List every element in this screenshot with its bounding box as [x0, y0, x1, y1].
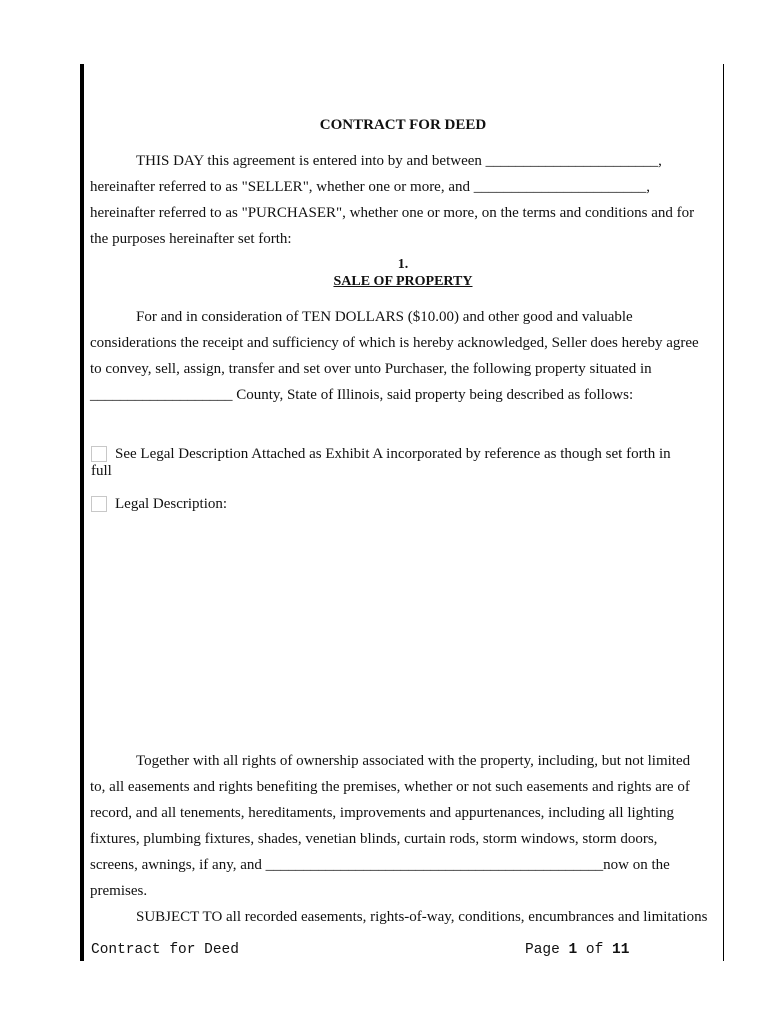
right-margin-line [723, 64, 724, 961]
intro-line: the purposes hereinafter set forth: [90, 231, 292, 247]
sale-line: to convey, sell, assign, transfer and set over unto Purchaser, the following property situated in [90, 361, 652, 377]
legal-description-label: Legal Description: [115, 496, 228, 512]
sale-line: considerations the receipt and sufficiency of which is hereby acknowledged, Seller does hereby agree [90, 335, 699, 351]
sale-line: ___________________ County, State of Illinois, said property being described as follows: [90, 387, 634, 403]
legal-description-checkbox[interactable] [91, 496, 107, 512]
intro-line: hereinafter referred to as "SELLER", whether one or more, and _______________________, [90, 179, 651, 195]
sale-line: For and in consideration of TEN DOLLARS ($10.00) and other good and valuable [136, 309, 633, 325]
together-line: Together with all rights of ownership associated with the property, including, but not limited [136, 753, 691, 769]
together-line: to, all easements and rights benefiting the premises, whether or not such easements and rights are of [90, 779, 690, 795]
together-line: fixtures, plumbing fixtures, shades, venetian blinds, curtain rods, storm windows, storm doors, [90, 831, 658, 847]
together-line: screens, awnings, if any, and _____________________________________________now on the [90, 857, 670, 873]
page-total: 11 [612, 942, 630, 958]
section-heading [90, 273, 716, 290]
sale-paragraph [90, 304, 716, 408]
left-margin-bar [80, 64, 84, 961]
of-word: of [585, 942, 604, 958]
exhibit-checkbox[interactable] [91, 446, 107, 462]
intro-paragraph [90, 148, 716, 252]
together-line: record, and all tenements, hereditaments, improvements and appurtenances, including all lighting [90, 805, 674, 821]
intro-line: THIS DAY this agreement is entered into by and between _______________________, [136, 153, 662, 169]
page-indicator [525, 942, 629, 958]
document-title: CONTRACT FOR DEED [319, 117, 487, 133]
section-heading-text: SALE OF PROPERTY [333, 274, 473, 289]
section-number: 1. [397, 257, 409, 272]
subject-line: SUBJECT TO all recorded easements, rights-of-way, conditions, encumbrances and limitations [136, 909, 708, 925]
footer-label: Contract for Deed [91, 942, 239, 958]
together-line: premises. [90, 883, 148, 899]
exhibit-option-label: See Legal Description Attached as Exhibit A incorporated by reference as though set forth in [115, 446, 671, 462]
exhibit-option-label-wrap: full [91, 463, 112, 479]
page-current: 1 [568, 942, 578, 958]
intro-line: hereinafter referred to as "PURCHASER", whether one or more, on the terms and conditions and for [90, 205, 695, 221]
together-paragraph [90, 748, 716, 930]
page-word: Page [525, 942, 560, 958]
